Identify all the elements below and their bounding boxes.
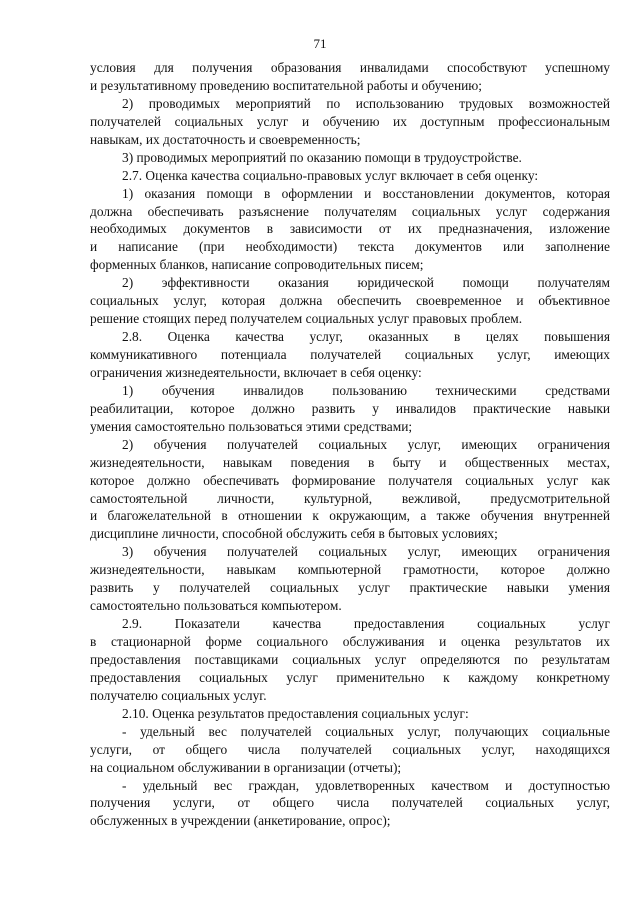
text-line: 2.10. Оценка результатов предоставления социальных услуг: [122,705,469,721]
text-line: форменных бланков, написание сопроводительных писем; [90,257,424,273]
text-line: на социальном обслуживании в организации (отчеты); [90,759,402,775]
text-line: и написание (при необходимости) текста документов или заполнение [90,239,610,255]
text-line: 2.8. Оценка качества услуг, оказанных в целях повышения [122,329,610,345]
text-line: 2) проводимых мероприятий по использованию трудовых возможностей [122,95,610,111]
text-line: решение стоящих перед получателем социальных услуг правовых проблем. [90,311,523,327]
text-line: реабилитации, которое должно развить у инвалидов практические навыки [90,400,610,416]
text-line: - удельный вес получателей социальных услуг, получающих социальные [122,723,610,739]
text-line: жизнедеятельности, навыкам компьютерной грамотности, которое должно [90,562,610,578]
text-line: жизнедеятельности, навыкам поведения в быту и общественных местах, [90,454,610,470]
text-line: 2) эффективности оказания юридической помощи получателям [122,275,610,291]
text-line: - удельный вес граждан, удовлетворенных качеством и доступностью [122,777,610,793]
text-line: 1) оказания помощи в оформлении и восстановлении документов, которая [122,185,610,201]
text-line: 1) обучения инвалидов пользованию техническими средствами [122,382,610,398]
text-line: получения услуги, от общего числа получателей социальных услуг, [90,795,610,811]
text-line: 2) обучения получателей социальных услуг, имеющих ограничения [122,436,610,452]
text-line: должна обеспечивать разъяснение получателям социальных услуг содержания [90,203,610,219]
document-body [90,59,610,830]
text-line: обслуженных в учреждении (анкетирование, опрос); [90,813,391,829]
text-line: и благожелательной в отношении к окружающим, а также обучения внутренней [90,508,610,524]
text-line: коммуникативного потенциала получателей социальных услуг, имеющих [90,347,610,362]
page-number: 71 [313,36,327,51]
text-line: предоставления поставщиками социальных услуг определяются по результатам [90,651,610,667]
text-line: навыкам, их достаточность и своевременность; [90,131,361,147]
text-line: 3) проводимых мероприятий по оказанию помощи в трудоустройстве. [122,149,522,165]
text-line: самостоятельно пользоваться компьютером. [90,598,342,614]
text-line: развить у получателей социальных услуг практические навыки умения [90,580,610,596]
text-line: необходимых документов в зависимости от их предназначения, изложение [90,221,610,237]
text-line: в стационарной форме социального обслуживания и оценка результатов их [90,634,610,649]
text-line: которое должно обеспечивать формирование получателя социальных услуг как [90,472,610,488]
text-line: и результативному проведению воспитательной работы и обучению; [90,77,483,93]
text-line: предоставления социальных услуг применительно к каждому конкретному [90,669,610,685]
text-line: условия для получения образования инвалидами способствуют успешному [90,60,610,75]
text-line: услуги, от общего числа получателей социальных услуг, находящихся [90,741,610,757]
text-line: 2.7. Оценка качества социально-правовых услуг включает в себя оценку: [122,167,539,183]
text-line: умения самостоятельно пользоваться этими средствами; [90,418,413,434]
text-line: ограничения жизнедеятельности, включает в себя оценку: [90,364,422,380]
text-line: социальных услуг, которая должна обеспечить своевременное и объективное [90,293,610,309]
text-line: 2.9. Показатели качества предоставления социальных услуг [122,616,610,632]
text-line: получателей социальных услуг и обучению их доступным профессиональным [90,113,610,129]
text-line: получателю социальных услуг. [90,687,267,703]
text-line: самостоятельной личности, культурной, вежливой, предусмотрительной [90,490,610,506]
text-line: дисциплине личности, способной обслужить себя в бытовых условиях; [90,526,498,542]
text-line: 3) обучения получателей социальных услуг, имеющих ограничения [122,544,610,560]
